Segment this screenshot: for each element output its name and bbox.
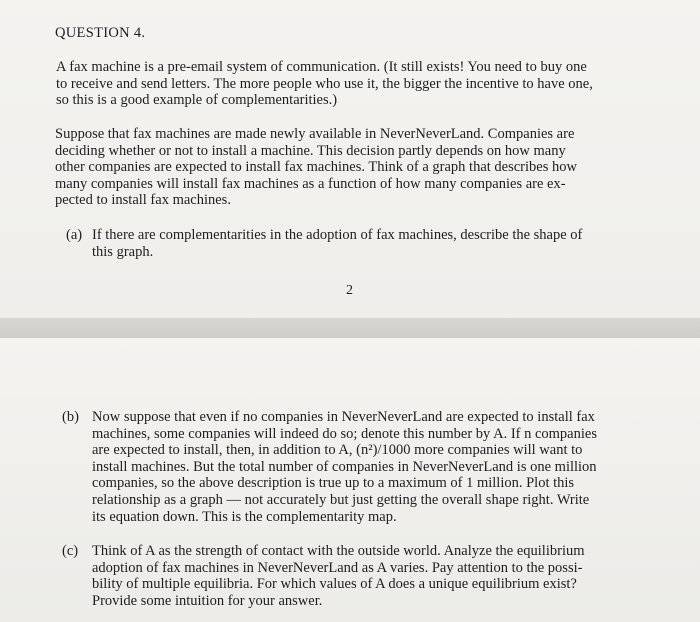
- part-c-line: Think of A as the strength of contact with the outside world. Analyze the equilibrium: [92, 543, 585, 559]
- part-b-line: Now suppose that even if no companies in NeverNeverLand are expected to install fax: [92, 409, 595, 425]
- question-title: QUESTION 4.: [55, 25, 146, 41]
- part-b-line: machines, some companies will indeed do so; denote this number by A. If n companies: [92, 425, 597, 442]
- part-b-text: [92, 409, 662, 525]
- part-a-line: If there are complementarities in the adoption of fax machines, describe the shape of: [92, 227, 583, 243]
- intro-line: A fax machine is a pre-email system of communication. (It still exists! You need to buy one: [56, 59, 587, 75]
- part-a-label: (a): [66, 227, 83, 243]
- part-c-line: adoption of fax machines in NeverNeverLand as A varies. Pay attention to the possi-: [92, 559, 583, 576]
- part-b-line: its equation down. This is the complementarity map.: [92, 508, 397, 525]
- part-b-line: companies, so the above description is true up to a maximum of 1 million. Plot this: [92, 475, 575, 492]
- page-gap: [0, 318, 700, 338]
- intro-line: so this is a good example of complementarities.): [56, 92, 338, 109]
- setup-line: deciding whether or not to install a machine. This decision partly depends on how many: [55, 142, 566, 159]
- setup-paragraph: [55, 126, 652, 209]
- part-b-label: (b): [62, 409, 79, 425]
- part-c-line: bility of multiple equilibria. For which values of A does a unique equilibrium exist?: [92, 576, 577, 593]
- part-b-line: relationship as a graph — not accurately but just getting the overall shape right. Write: [92, 491, 590, 508]
- intro-line: to receive and send letters. The more people who use it, the bigger the incentive to have one,: [56, 75, 593, 92]
- part-b-line: install machines. But the total number of companies in NeverNeverLand is one million: [92, 458, 597, 475]
- part-a-line: this graph.: [92, 243, 154, 260]
- part-a-text: [92, 227, 652, 260]
- page-number: 2: [346, 283, 353, 298]
- part-c-label: (c): [62, 543, 79, 559]
- part-b-line: are expected to install, then, in addition to A, (n²)/1000 more companies will want to: [92, 442, 583, 459]
- part-c-text: [92, 543, 662, 609]
- part-c-line: Provide some intuition for your answer.: [92, 592, 323, 609]
- setup-line: Suppose that fax machines are made newly available in NeverNeverLand. Companies are: [55, 126, 575, 142]
- setup-line: pected to install fax machines.: [55, 192, 231, 209]
- setup-line: many companies will install fax machines as a function of how many companies are ex-: [55, 175, 566, 192]
- setup-line: other companies are expected to install fax machines. Think of a graph that describes how: [55, 159, 577, 176]
- intro-paragraph: [56, 59, 652, 109]
